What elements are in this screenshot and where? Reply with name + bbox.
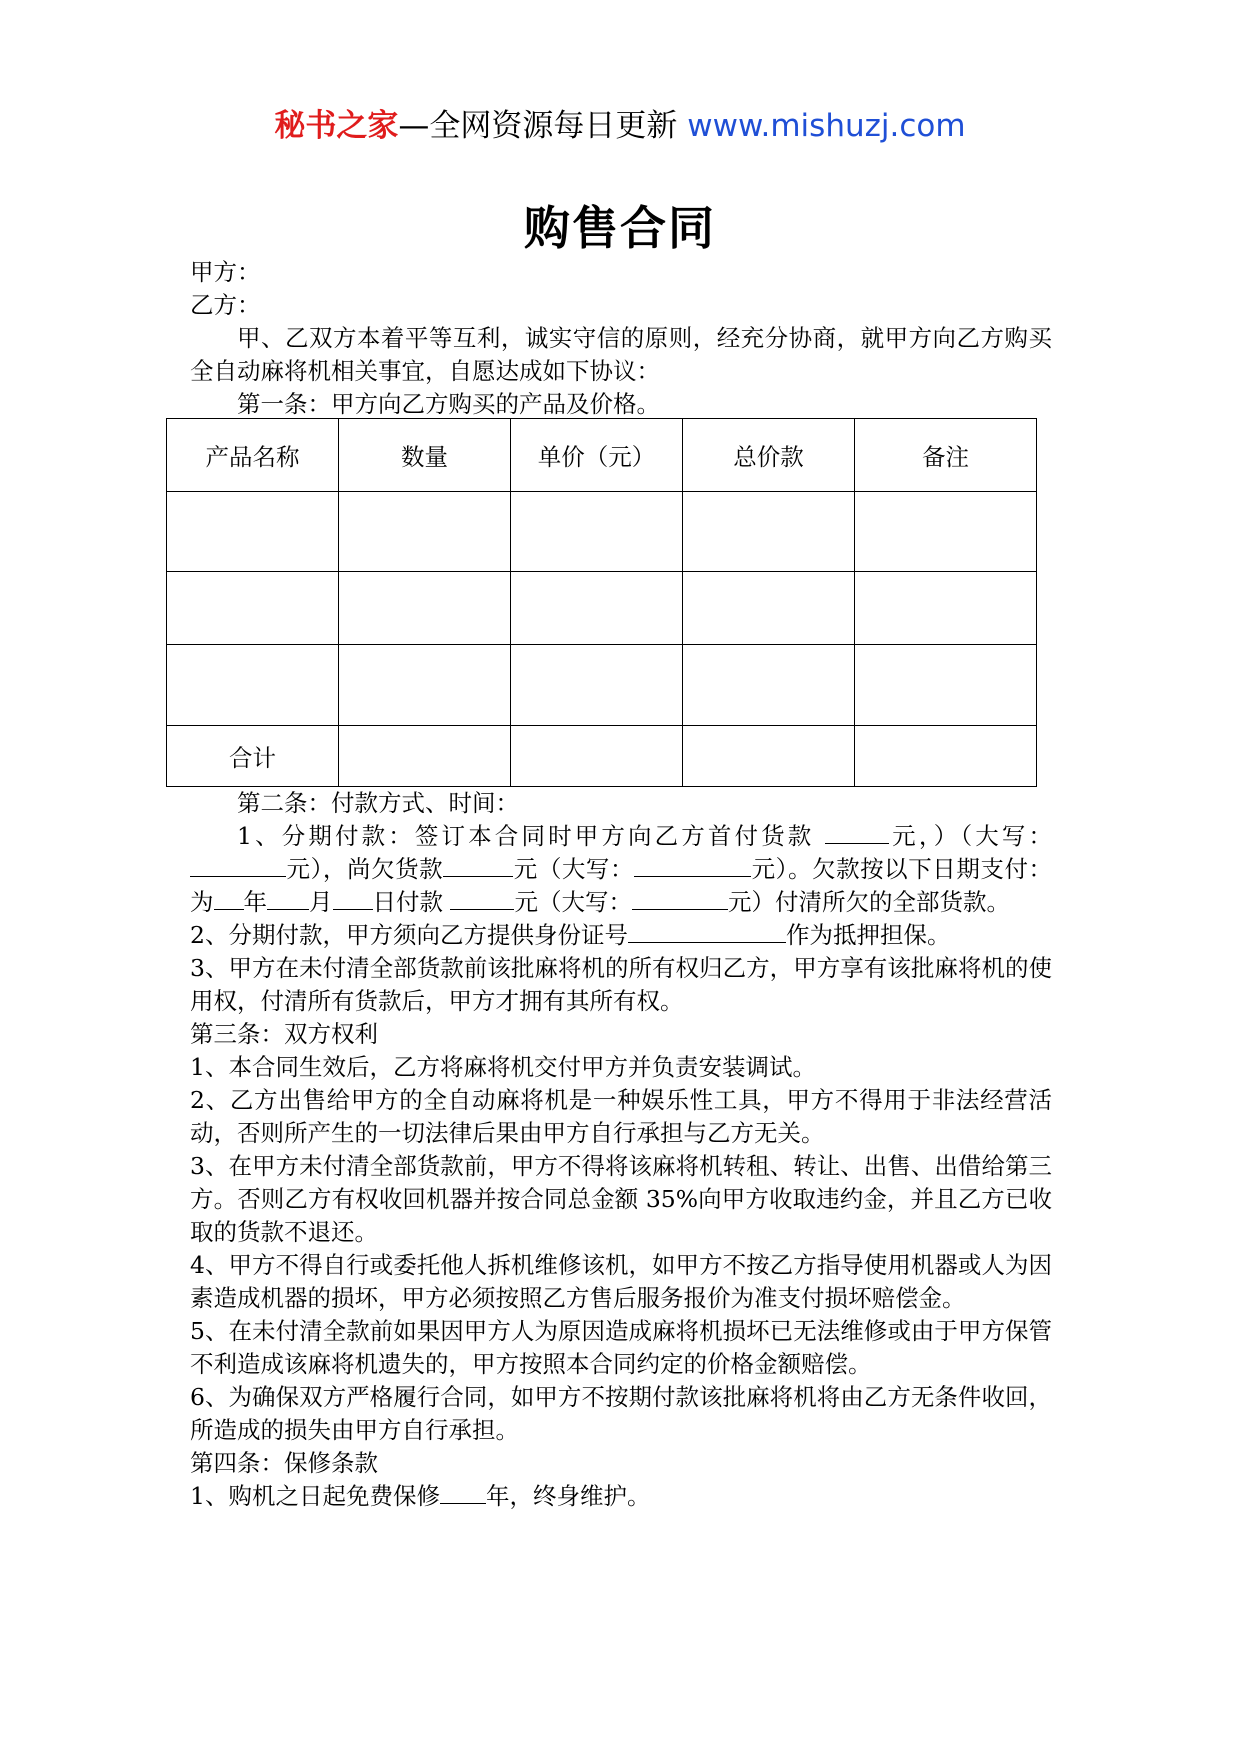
text-fragment: 元，）（大写：: [889, 822, 1052, 850]
blank-final-payment-words[interactable]: [632, 887, 728, 910]
table-cell[interactable]: [511, 572, 683, 645]
col-header-product-name: 产品名称: [167, 419, 339, 492]
text-fragment: 1、购机之日起免费保修: [190, 1482, 440, 1510]
header-separator: —: [398, 108, 430, 144]
text-fragment: 元（大写：: [513, 855, 635, 883]
article-4-title: 第四条：保修条款: [190, 1449, 378, 1477]
table-cell[interactable]: [339, 492, 511, 572]
party-a-label: 甲方：: [190, 258, 261, 286]
table-cell[interactable]: [339, 572, 511, 645]
text-fragment: 2、分期付款，甲方须向乙方提供身份证号: [190, 921, 628, 949]
col-header-unit-price: 单价（元）: [511, 419, 683, 492]
blank-day[interactable]: [333, 887, 373, 910]
col-header-remarks: 备注: [855, 419, 1037, 492]
blank-balance[interactable]: [443, 854, 513, 877]
table-cell[interactable]: [683, 726, 855, 787]
article-2-item-2: [190, 919, 1052, 952]
blank-final-payment[interactable]: [450, 887, 514, 910]
table-cell[interactable]: [511, 726, 683, 787]
text-fragment: 元（大写：: [514, 888, 632, 916]
article-2-item-1: [190, 820, 1052, 919]
text-fragment: 元）付清所欠的全部货款。: [727, 888, 1010, 916]
table-cell[interactable]: [167, 645, 339, 726]
blank-warranty-years[interactable]: [440, 1481, 486, 1504]
table-cell[interactable]: [339, 645, 511, 726]
col-header-quantity: 数量: [339, 419, 511, 492]
contract-terms: [190, 787, 1052, 1513]
article-3-item-3: 3、在甲方未付清全部货款前，甲方不得将该麻将机转租、转让、出售、出借给第三方。否则乙方有权收回机器并按合同总金额 35%向甲方收取违约金，并且乙方已收取的货款不退还。: [190, 1152, 1052, 1246]
text-fragment: 年: [243, 888, 267, 916]
article-2-item-3: 3、甲方在未付清全部货款前该批麻将机的所有权归乙方，甲方享有该批麻将机的使用权，付清所有货款后，甲方才拥有其所有权。: [190, 954, 1052, 1015]
article-3-item-6: 6、为确保双方严格履行合同，如甲方不按期付款该批麻将机将由乙方无条件收回，所造成的损失由甲方自行承担。: [190, 1383, 1052, 1444]
product-price-table: [166, 418, 1037, 787]
intro-paragraph: 甲、乙双方本着平等互利，诚实守信的原则，经充分协商，就甲方向乙方购买全自动麻将机相关事宜，自愿达成如下协议：: [190, 324, 1052, 385]
table-cell[interactable]: [511, 645, 683, 726]
table-cell[interactable]: [167, 492, 339, 572]
table-cell[interactable]: [339, 726, 511, 787]
text-fragment: 日付款: [372, 888, 443, 916]
page-title: 购售合同: [524, 201, 716, 255]
text-fragment: 元），尚欠货款: [286, 855, 444, 883]
article-3-item-1: 1、本合同生效后，乙方将麻将机交付甲方并负责安装调试。: [190, 1053, 816, 1081]
table-cell[interactable]: [167, 572, 339, 645]
text-fragment: 作为抵押担保。: [785, 921, 951, 949]
header-slogan: 全网资源每日更新: [429, 108, 678, 144]
table-cell[interactable]: [855, 572, 1037, 645]
contract-intro: [190, 256, 1052, 421]
article-3-item-4: 4、甲方不得自行或委托他人拆机维修该机，如甲方不按乙方指导使用机器或人为因素造成机器的损坏，甲方必须按照乙方售后服务报价为准支付损坏赔偿金。: [190, 1251, 1052, 1312]
blank-id-number[interactable]: [628, 920, 786, 943]
article-3-item-5: 5、在未付清全款前如果因甲方人为原因造成麻将机损坏已无法维修或由于甲方保管不利造成该麻将机遗失的，甲方按照本合同约定的价格金额赔偿。: [190, 1317, 1052, 1378]
table-row: [167, 492, 1037, 572]
header-url-link[interactable]: www.mishuzj.com: [687, 108, 966, 144]
article-1-title: 第一条：甲方向乙方购买的产品及价格。: [237, 390, 660, 418]
table-cell[interactable]: [683, 572, 855, 645]
article-3-title: 第三条：双方权利: [190, 1020, 378, 1048]
blank-month[interactable]: [267, 887, 309, 910]
blank-year[interactable]: [214, 887, 244, 910]
table-cell[interactable]: [511, 492, 683, 572]
table-cell[interactable]: [855, 492, 1037, 572]
text-fragment: 元）。欠款按以下日期支付：为: [190, 855, 1053, 916]
header-brand: 秘书之家: [274, 108, 399, 144]
table-header-row: [167, 419, 1037, 492]
text-fragment: 月: [309, 888, 333, 916]
text-fragment: 年，终身维护。: [485, 1482, 651, 1510]
table-cell[interactable]: [683, 492, 855, 572]
table-cell[interactable]: [683, 645, 855, 726]
blank-first-payment[interactable]: [825, 821, 889, 844]
table-row: [167, 645, 1037, 726]
total-label: 合计: [167, 726, 339, 787]
table-cell[interactable]: [855, 645, 1037, 726]
blank-balance-words[interactable]: [634, 854, 751, 877]
text-fragment: 1、分期付款：签订本合同时甲方向乙方首付货款: [237, 822, 815, 850]
article-4-item-1: [190, 1480, 1052, 1513]
article-3-item-2: 2、乙方出售给甲方的全自动麻将机是一种娱乐性工具，甲方不得用于非法经营活动，否则所产生的一切法律后果由甲方自行承担与乙方无关。: [190, 1086, 1052, 1147]
article-2-title: 第二条：付款方式、时间：: [237, 789, 519, 817]
site-header: [0, 100, 1240, 145]
table-row: [167, 572, 1037, 645]
blank-first-payment-words[interactable]: [190, 854, 286, 877]
table-total-row: [167, 726, 1037, 787]
col-header-total-price: 总价款: [683, 419, 855, 492]
table-cell[interactable]: [855, 726, 1037, 787]
party-b-label: 乙方：: [190, 291, 261, 319]
